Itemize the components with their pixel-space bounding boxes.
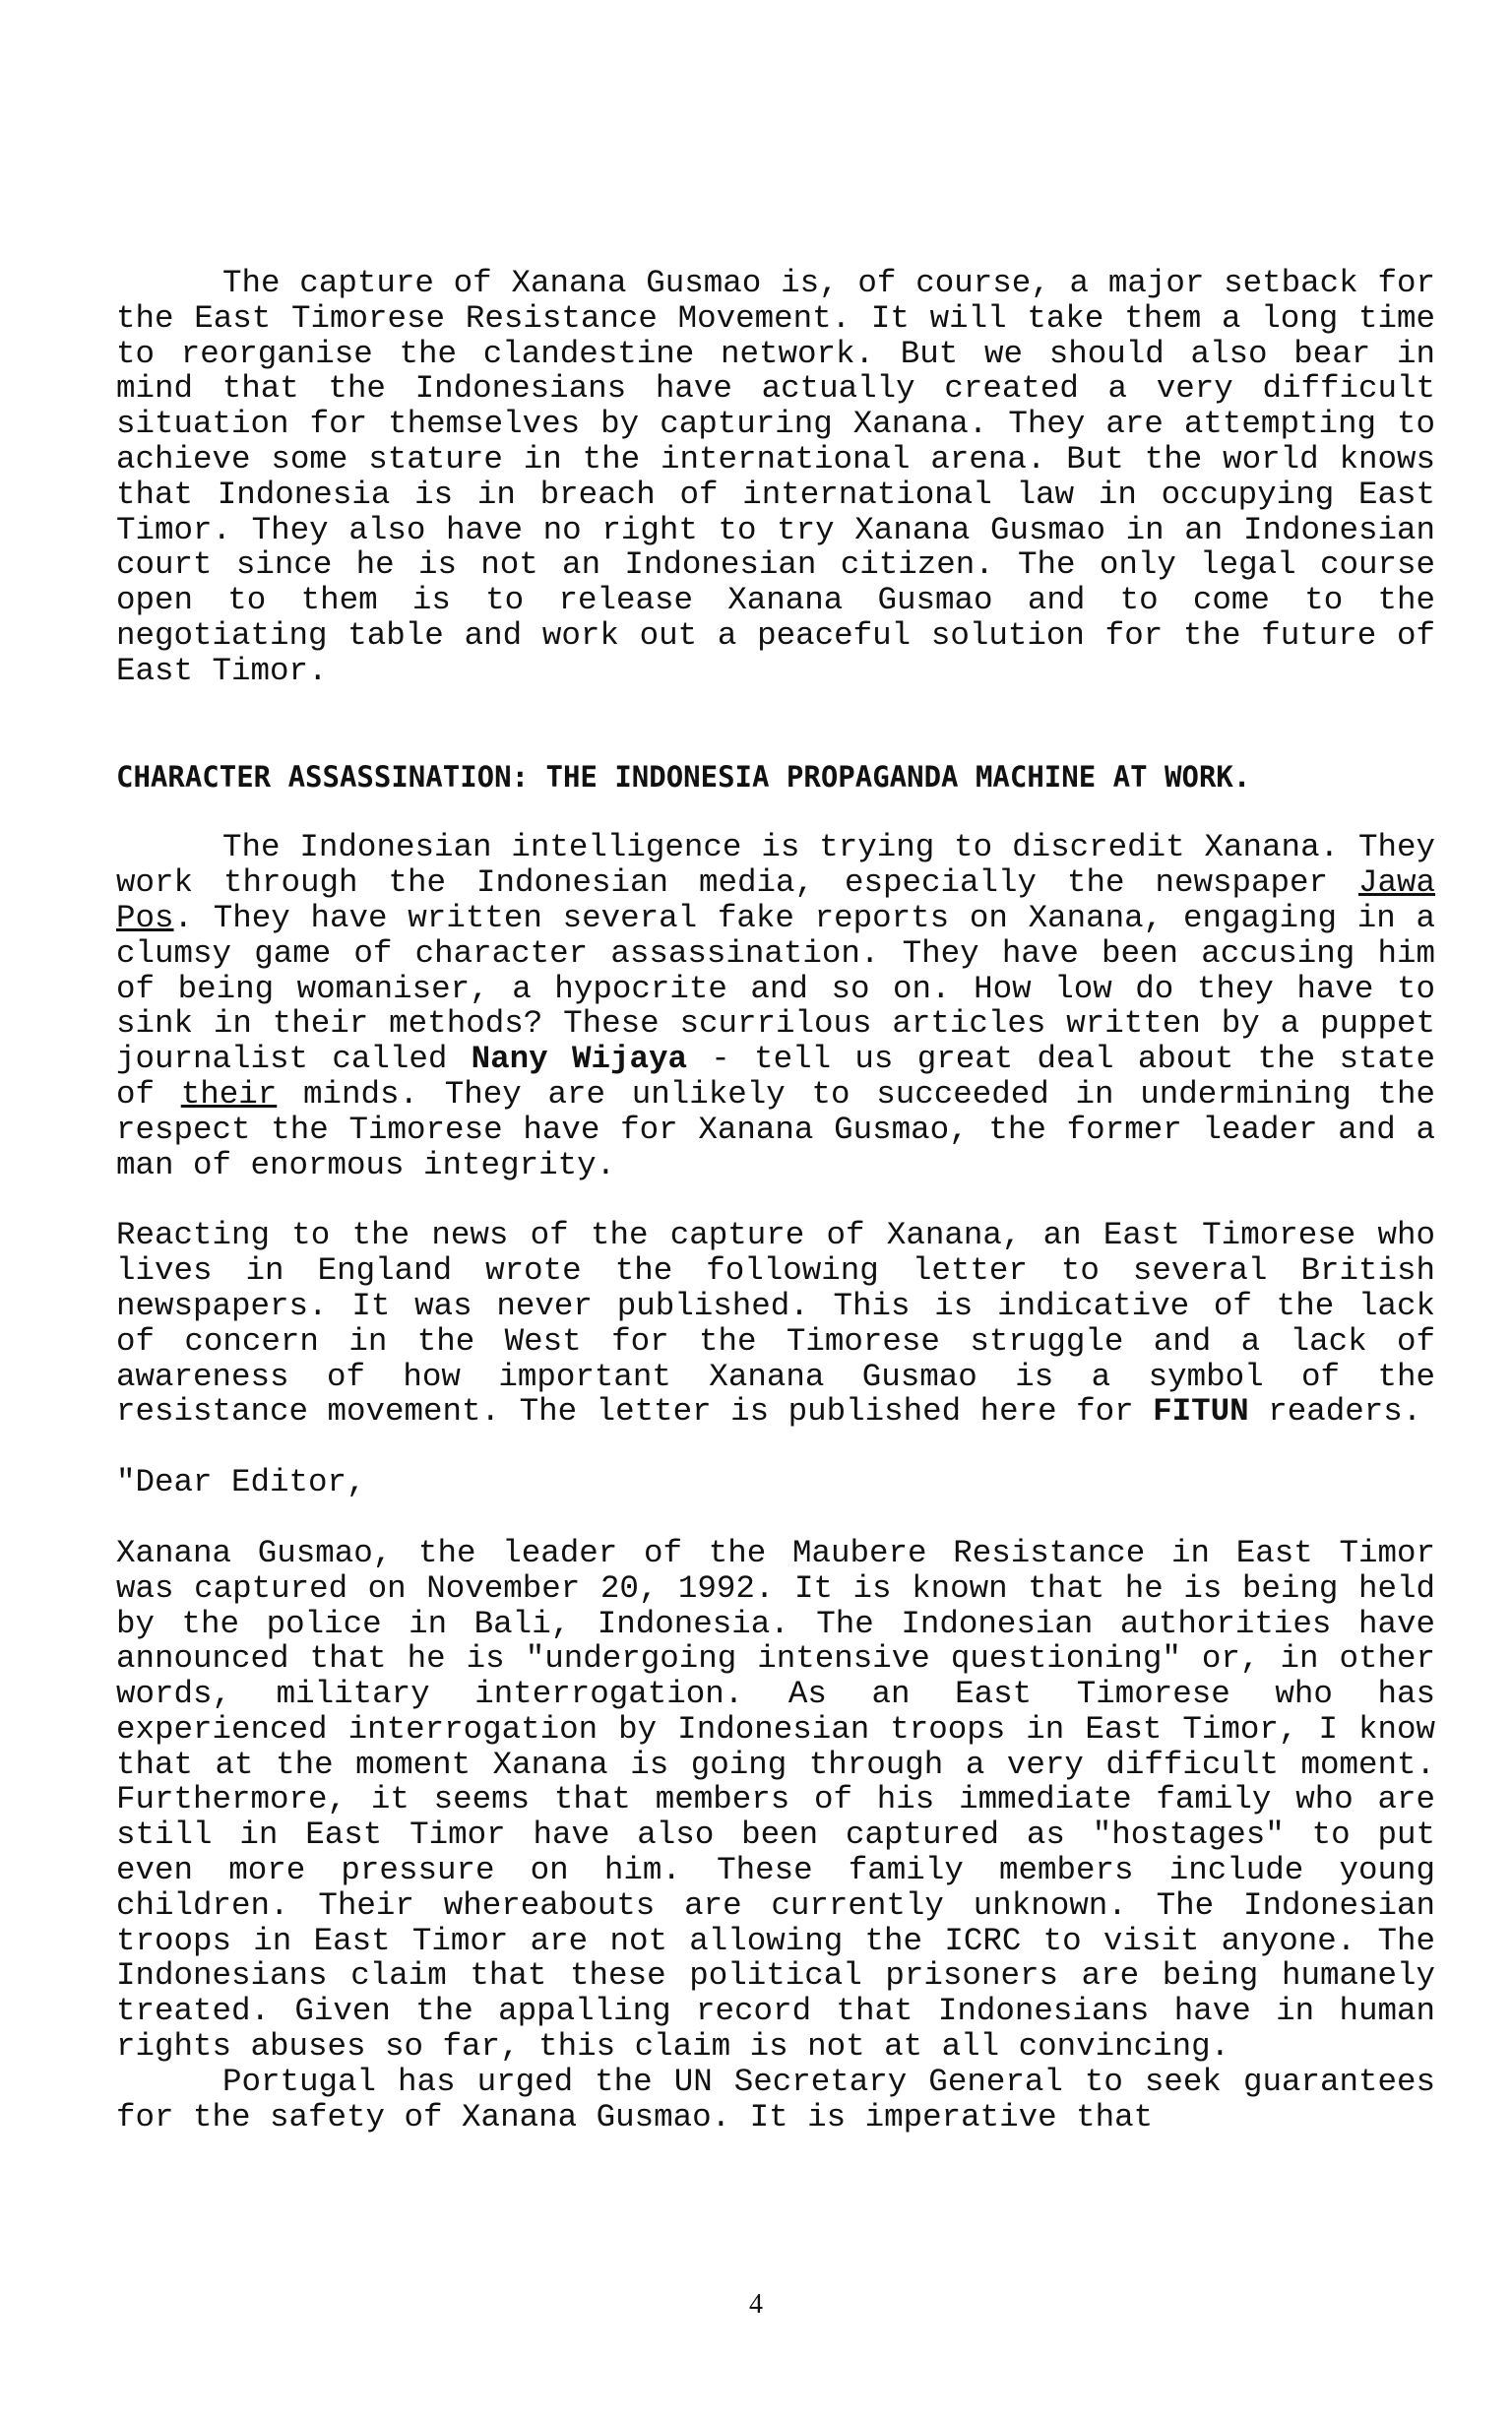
journalist-name: Nany Wijaya [471, 1041, 687, 1078]
publication-name: FITUN [1153, 1393, 1249, 1431]
emphasis-their: their [180, 1075, 278, 1113]
paragraph-intelligence-text: - tell us great deal about the state of [116, 1041, 1435, 1113]
paragraph-intelligence-text: . They have written several fake reports on Xanana, engaging in a clumsy game of character assassination. They have been accusing him of being womaniser, a hypocrite and so on. How low do they have to sink in their methods? These scurrilous articles written by a puppet journalist called [116, 899, 1435, 1078]
paragraph-letter-intro [116, 1218, 1435, 1430]
letter-body-paragraph: Xanana Gusmao, the leader of the Maubere Resistance in East Timor was captured on November 20, 1992. It is known that he is being held by the police in Bali, Indonesia. The Indonesian authorities have announced that he is "undergoing intensive questioning" or, in other words, military interrogation. As an East Timorese who has experienced interrogation by Indonesian troops in East Timor, I know that at the moment Xanana is going through a very difficult moment. Furthermore, it seems that members of his immediate family who are still in East Timor have also been captured as "hostages" to put even more pressure on him. These family members include young children. Their whereabouts are currently unknown. The Indonesian troops in East Timor are not allowing the ICRC to visit anyone. The Indonesians claim that these political prisoners are being humanely treated. Given the appalling record that Indonesians have in human rights abuses so far, this claim is not at all convincing. [116, 1534, 1435, 2066]
letter-salutation: "Dear Editor, [116, 1464, 366, 1501]
paragraph-intelligence-text: minds. They are unlikely to succeeded in undermining the respect the Timorese have for Xanana Gusmao, the former leader and a man of enormous integrity. [116, 1075, 1436, 1183]
page-number: 4 [749, 2289, 763, 2320]
section-heading: CHARACTER ASSASSINATION: THE INDONESIA PROPAGANDA MACHINE AT WORK. [116, 759, 1251, 794]
paragraph-letter-intro-text: readers. [1248, 1393, 1422, 1431]
letter-body-paragraph: Portugal has urged the UN Secretary General to seek guarantees for the safety of Xanana Gusmao. It is imperative that [116, 2063, 1435, 2135]
paragraph-letter-intro-text: Reacting to the news of the capture of Xanana, an East Timorese who lives in England wrote the following letter to several British newspapers. It was never published. This is indicative of the lack of concern in the West for the Timorese struggle and a lack of awareness of how important Xanana Gusmao is a symbol of the resistance movement. The letter is published here for [116, 1217, 1435, 1431]
newspaper-name: Jawa Pos [116, 864, 1435, 936]
paragraph-intelligence-text: The Indonesian intelligence is trying to discredit Xanana. They work through the Indonesian media, especially the newspaper [116, 829, 1435, 902]
document-page [116, 266, 1435, 2135]
paragraph-capture: The capture of Xanana Gusmao is, of course, a major setback for the East Timorese Resistance Movement. It will take them a long time to reorganise the clandestine network. But we should also bear in mind that the Indonesians have actually created a very difficult situation for themselves by capturing Xanana. They are attempting to achieve some stature in the international arena. But the world knows that Indonesia is in breach of international law in occupying East Timor. They also have no right to try Xanana Gusmao in an Indonesian court since he is not an Indonesian citizen. The only legal course open to them is to release Xanana Gusmao and to come to the negotiating table and work out a peaceful solution for the future of East Timor. [116, 265, 1435, 689]
paragraph-intelligence [116, 830, 1435, 1182]
